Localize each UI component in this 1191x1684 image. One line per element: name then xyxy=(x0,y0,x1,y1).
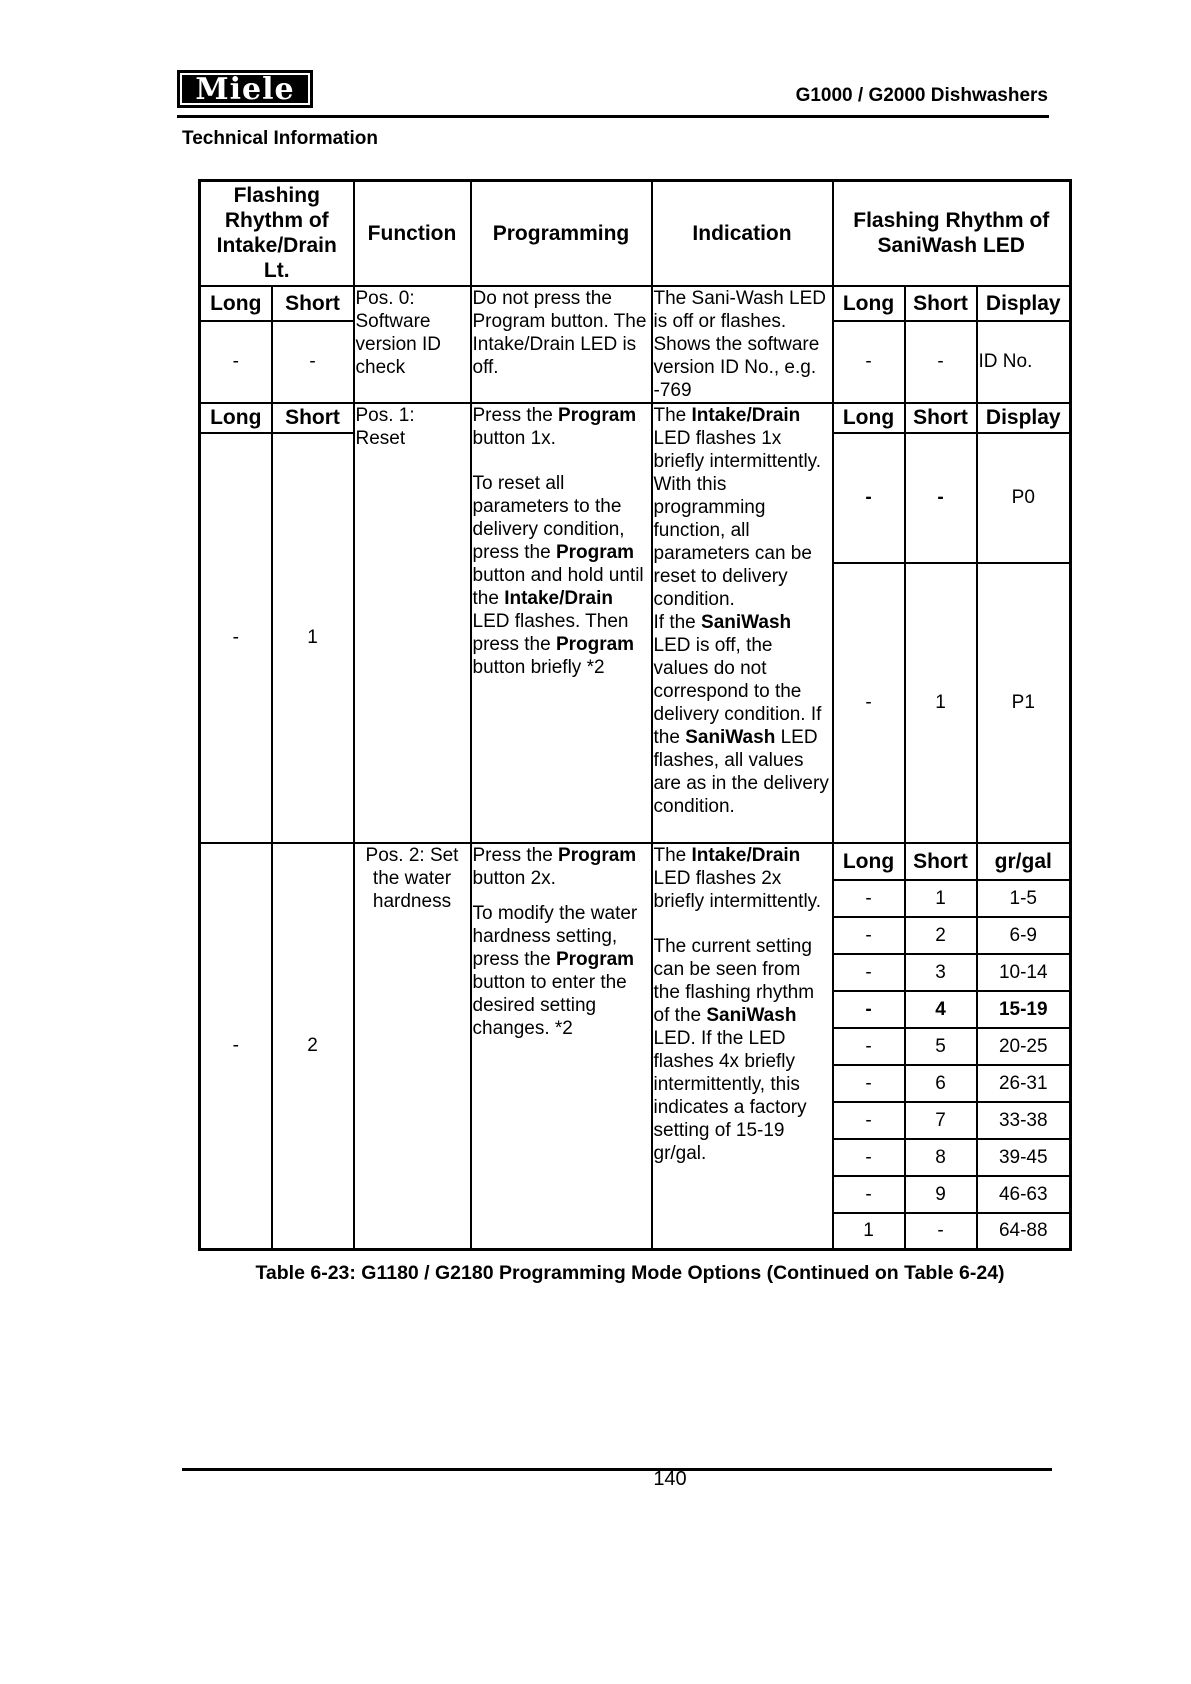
pos1-sani-display-1: P1 xyxy=(977,563,1071,843)
hard-long: - xyxy=(833,1028,905,1065)
page-number: 140 xyxy=(653,1468,687,1490)
header-programming: Programming xyxy=(471,181,652,286)
hard-long-default: - xyxy=(833,991,905,1028)
hard-short: - xyxy=(905,1213,977,1250)
hard-short: 2 xyxy=(905,917,977,954)
hard-short-default: 4 xyxy=(905,991,977,1028)
label-short: Short xyxy=(272,403,354,433)
label-display: Display xyxy=(977,403,1071,433)
hard-short: 7 xyxy=(905,1102,977,1139)
table-row xyxy=(200,843,1071,880)
table-row xyxy=(200,403,1071,433)
pos1-intake-long: - xyxy=(200,433,272,843)
pos1-programming: Press the Program button 1x. To reset all parameters to the delivery condition, press the Program button and hold until the Intake/Drain LED flashes. Then press the Program button briefly *2 xyxy=(471,403,652,843)
section-title: Technical Information xyxy=(182,128,379,149)
hard-short: 1 xyxy=(905,880,977,917)
table-header-row xyxy=(200,181,1071,286)
pos2-function: Pos. 2: Set the water hardness xyxy=(354,843,471,1250)
label-long: Long xyxy=(200,403,272,433)
label-short: Short xyxy=(272,286,354,322)
hard-value: 26-31 xyxy=(977,1065,1071,1102)
header-flashing-saniwash: Flashing Rhythm of SaniWash LED xyxy=(833,181,1071,286)
hard-short: 8 xyxy=(905,1139,977,1176)
hard-long: - xyxy=(833,1176,905,1213)
hard-value: 6-9 xyxy=(977,917,1071,954)
label-short: Short xyxy=(905,286,977,322)
hard-short: 9 xyxy=(905,1176,977,1213)
hard-short: 3 xyxy=(905,954,977,991)
pos0-indication: The Sani-Wash LED is off or flashes. Shows the software version ID No., e.g. -769 xyxy=(652,286,833,403)
pos0-function: Pos. 0: Software version ID check xyxy=(354,286,471,403)
pos2-programming: Press the Program button 2x. To modify the water hardness setting, press the Program button to enter the desired setting changes. *2 xyxy=(471,843,652,1250)
pos0-intake-short: - xyxy=(272,321,354,402)
hard-long: - xyxy=(833,1065,905,1102)
hard-long: - xyxy=(833,917,905,954)
header-function-cell: Function xyxy=(354,181,471,286)
pos1-function: Pos. 1: Reset xyxy=(354,403,471,843)
pos0-sani-long: - xyxy=(833,321,905,402)
header-indication: Indication xyxy=(652,181,833,286)
hard-long: 1 xyxy=(833,1213,905,1250)
pos1-sani-display-0: P0 xyxy=(977,433,1071,563)
document-title: G1000 / G2000 Dishwashers xyxy=(795,85,1048,106)
label-short: Short xyxy=(905,843,977,880)
hard-value: 1-5 xyxy=(977,880,1071,917)
hard-value: 20-25 xyxy=(977,1028,1071,1065)
pos1-sani-long-1: - xyxy=(833,563,905,843)
hard-value: 33-38 xyxy=(977,1102,1071,1139)
label-long: Long xyxy=(833,403,905,433)
pos2-intake-short: 2 xyxy=(272,843,354,1250)
hard-long: - xyxy=(833,954,905,991)
miele-logo xyxy=(177,70,313,108)
hard-long: - xyxy=(833,1139,905,1176)
table-row xyxy=(200,286,1071,322)
hard-value: 39-45 xyxy=(977,1139,1071,1176)
pos1-indication: The Intake/Drain LED flashes 1x briefly intermittently. With this programming function, all parameters can be reset to delivery condition. If the SaniWash LED is off, the values do not correspond to the delivery condition. If the SaniWash LED flashes, all values are as in the delivery condition. xyxy=(652,403,833,843)
pos1-sani-long-0: - xyxy=(833,433,905,563)
hard-short: 5 xyxy=(905,1028,977,1065)
pos1-sani-short-1: 1 xyxy=(905,563,977,843)
label-short: Short xyxy=(905,403,977,433)
table-caption: Table 6-23: G1180 / G2180 Programming Mode Options (Continued on Table 6-24) xyxy=(255,1262,1005,1284)
label-long: Long xyxy=(200,286,272,322)
hard-short: 6 xyxy=(905,1065,977,1102)
hard-value: 10-14 xyxy=(977,954,1071,991)
programming-mode-table xyxy=(198,179,1072,1251)
pos0-programming: Do not press the Program button. The Intake/Drain LED is off. xyxy=(471,286,652,403)
pos0-sani-short: - xyxy=(905,321,977,402)
hard-value-default: 15-19 xyxy=(977,991,1071,1028)
label-long: Long xyxy=(833,843,905,880)
pos2-intake-long: - xyxy=(200,843,272,1250)
hard-value: 46-63 xyxy=(977,1176,1071,1213)
pos1-intake-short: 1 xyxy=(272,433,354,843)
hard-long: - xyxy=(833,1102,905,1139)
pos1-sani-short-0: - xyxy=(905,433,977,563)
hard-long: - xyxy=(833,880,905,917)
hard-value: 64-88 xyxy=(977,1213,1071,1250)
pos0-intake-long: - xyxy=(200,321,272,402)
pos0-sani-display: ID No. xyxy=(977,321,1071,402)
label-long: Long xyxy=(833,286,905,322)
pos2-indication: The Intake/Drain LED flashes 2x briefly intermittently. The current setting can be seen from the flashing rhythm of the SaniWash LED. If the LED flashes 4x briefly intermittently, this indicates a factory setting of 15-19 gr/gal. xyxy=(652,843,833,1250)
header-flashing-intake: Flashing Rhythm of Intake/Drain Lt. xyxy=(200,181,354,286)
logo-text: Miele xyxy=(180,73,310,105)
label-display: Display xyxy=(977,286,1071,322)
label-grgal: gr/gal xyxy=(977,843,1071,880)
header-rule xyxy=(177,115,1049,118)
